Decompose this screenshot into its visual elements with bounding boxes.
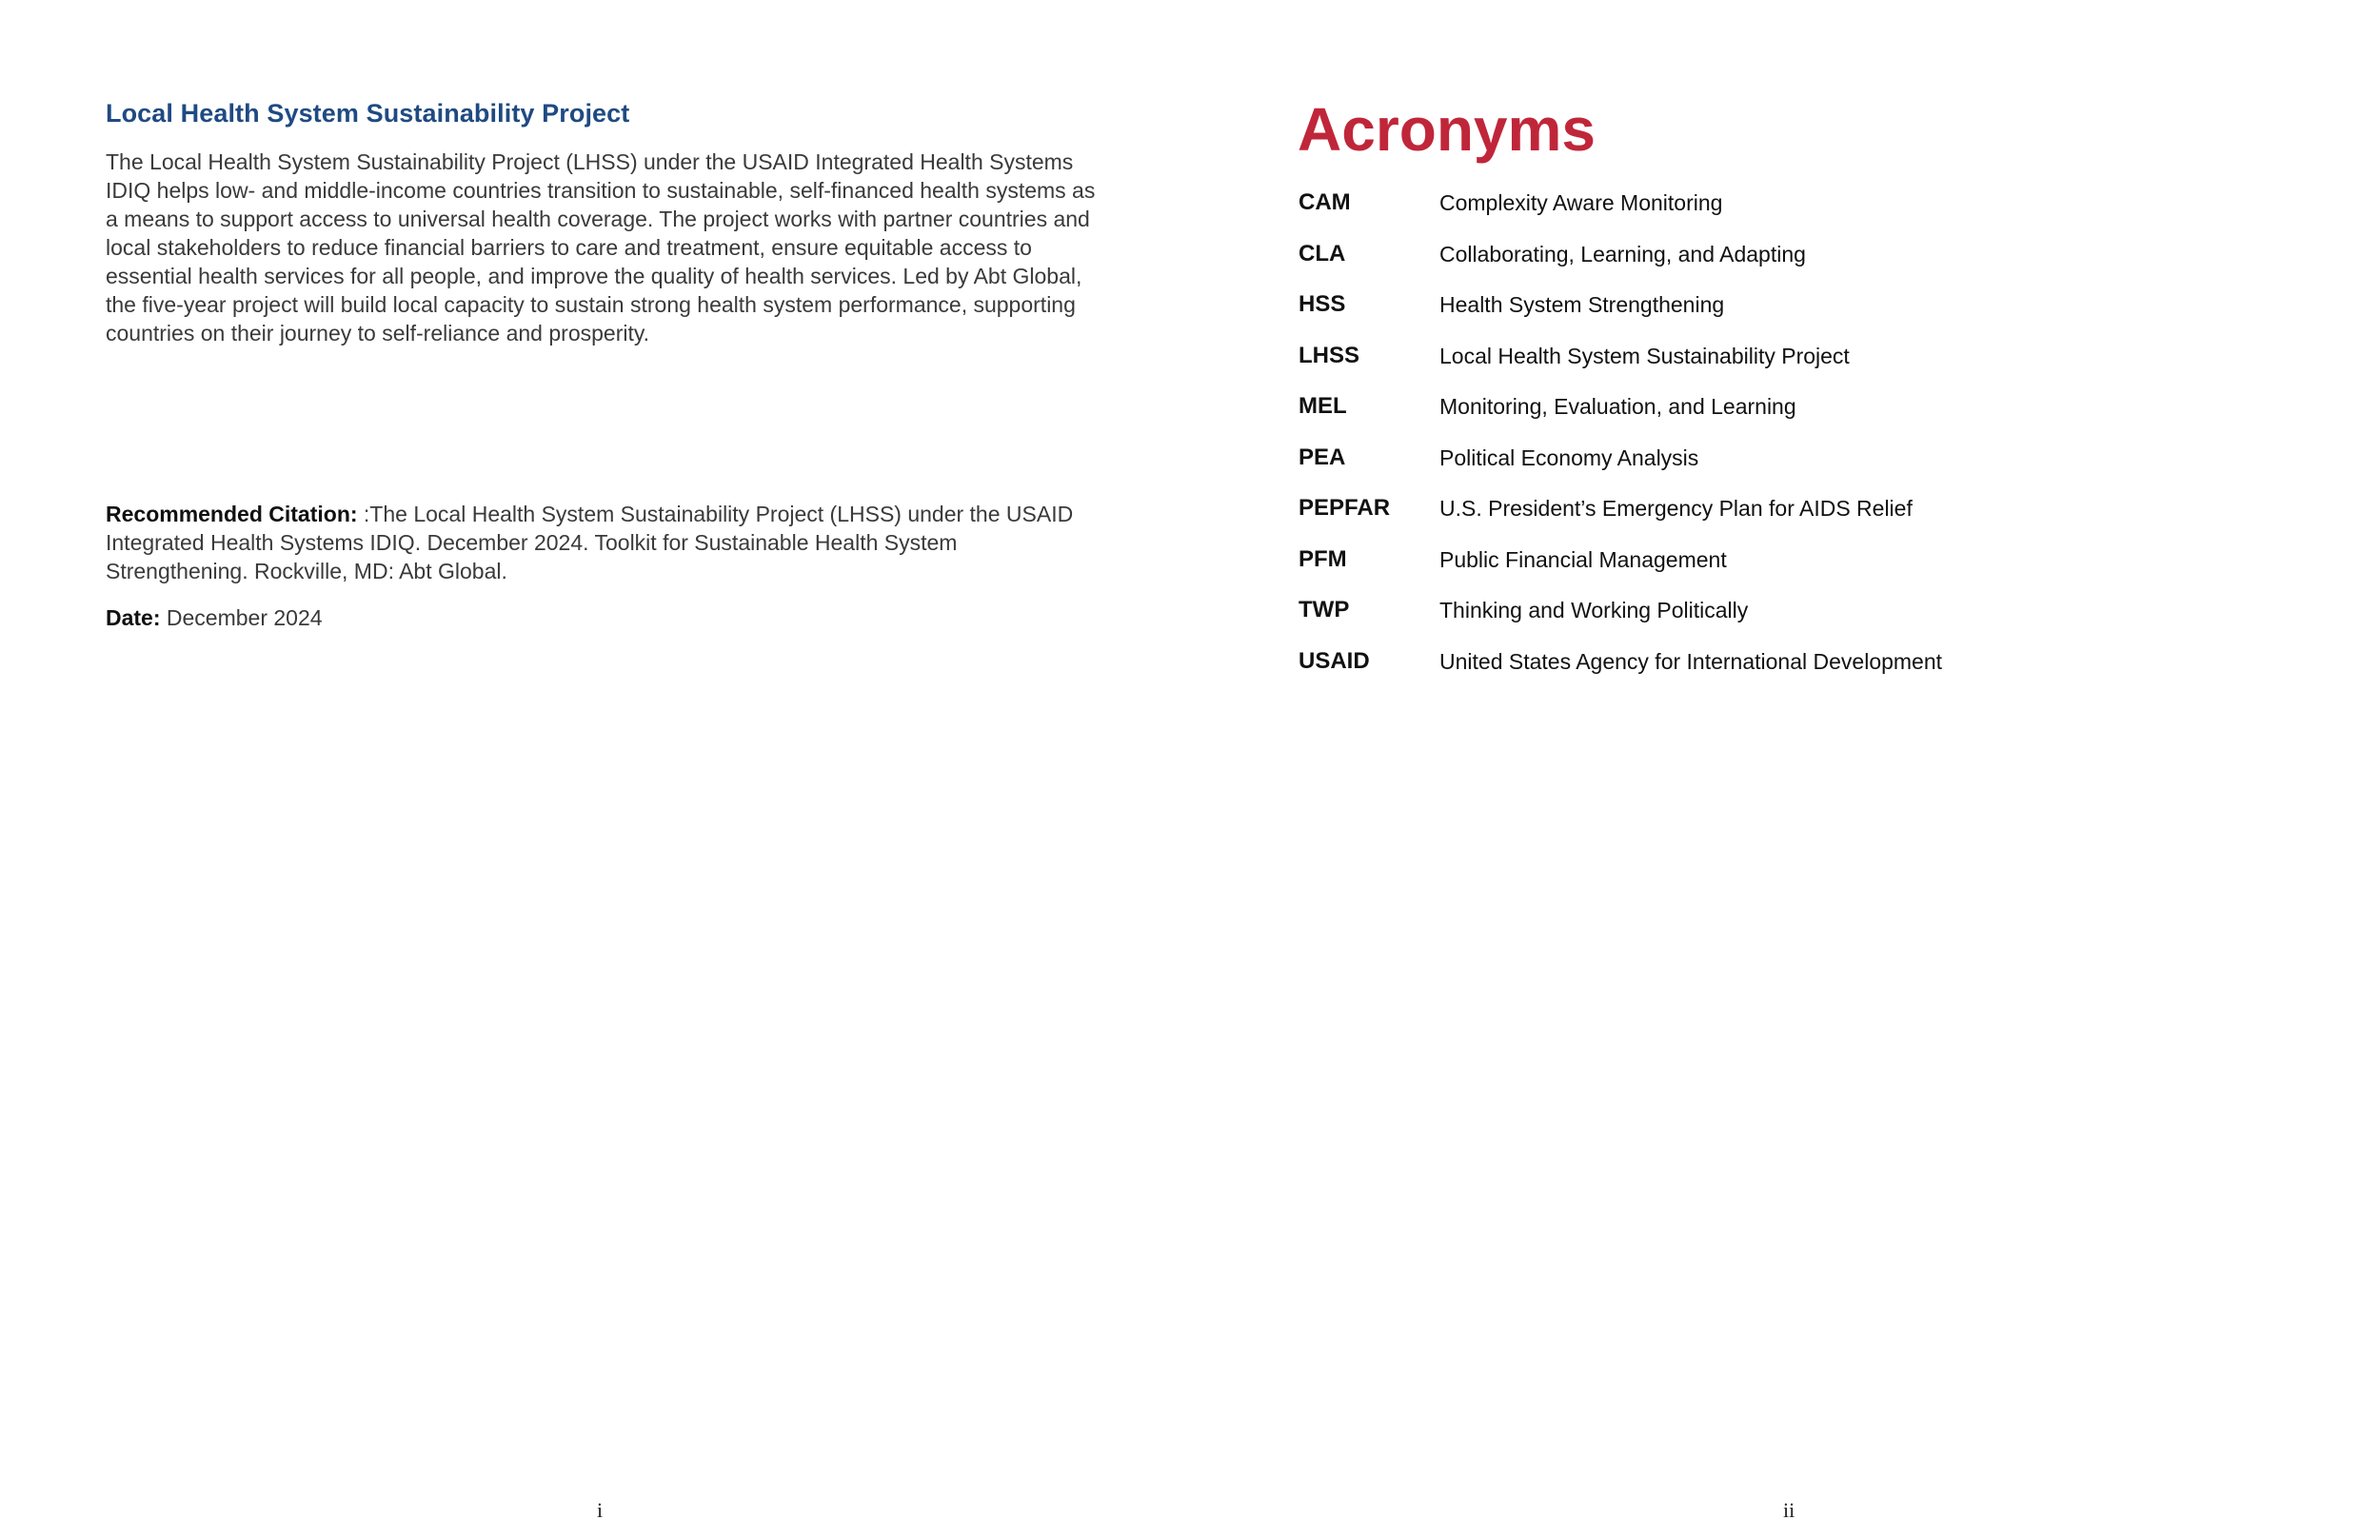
acronym-definition: Public Financial Management (1439, 546, 1727, 572)
acronym-abbreviation: PEPFAR (1299, 495, 1391, 521)
acronym-abbreviation: PFM (1299, 545, 1347, 572)
acronym-row (1299, 390, 1942, 442)
acronym-definition: Complexity Aware Monitoring (1439, 190, 1723, 215)
date-value: December 2024 (160, 605, 323, 630)
acronym-abbreviation: PEA (1299, 444, 1346, 470)
acronym-definition: Thinking and Working Politically (1439, 598, 1749, 622)
acronym-row (1299, 238, 1942, 289)
citation-label: Recommended Citation: (106, 502, 358, 526)
acronym-row (1299, 288, 1942, 340)
acronym-definition: Health System Strengthening (1439, 292, 1725, 317)
acronym-definition: United States Agency for International Development (1439, 648, 1943, 674)
acronym-row (1299, 187, 1942, 238)
acronym-abbreviation: CAM (1299, 189, 1351, 215)
acronym-abbreviation: LHSS (1299, 342, 1360, 368)
acronym-definition: Monitoring, Evaluation, and Learning (1439, 394, 1796, 419)
acronym-row (1299, 492, 1942, 543)
acronyms-heading: Acronyms (1298, 95, 1596, 164)
acronym-definition: Collaborating, Learning, and Adapting (1439, 241, 1806, 267)
acronym-abbreviation: USAID (1299, 647, 1370, 674)
right-page (1190, 0, 2380, 1540)
date-label: Date: (106, 605, 161, 630)
acronym-list (1299, 187, 1942, 696)
acronym-row (1299, 645, 1942, 697)
acronym-row (1299, 594, 1942, 645)
acronym-abbreviation: HSS (1299, 291, 1346, 317)
acronym-abbreviation: CLA (1299, 240, 1346, 267)
acronym-definition: Local Health System Sustainability Project (1439, 343, 1850, 368)
recommended-citation (106, 500, 1101, 585)
acronym-row (1299, 442, 1942, 493)
acronym-abbreviation: TWP (1299, 597, 1350, 622)
citation-text: :The Local Health System Sustainability Project (LHSS) under the USAID Integrated Health Systems IDIQ. December 2024. Toolkit for Sustainable Health System Strengthening. Rockville, MD: Abt Global. (106, 502, 1074, 583)
acronym-row (1299, 543, 1942, 595)
project-title: Local Health System Sustainability Project (106, 99, 630, 128)
acronym-definition: Political Economy Analysis (1439, 444, 1699, 470)
acronym-definition: U.S. President’s Emergency Plan for AIDS Relief (1439, 496, 1913, 521)
page-number-right: ii (1783, 1498, 1795, 1522)
acronym-abbreviation: MEL (1299, 393, 1347, 419)
acronym-row (1299, 340, 1942, 391)
project-description: The Local Health System Sustainability Project (LHSS) under the USAID Integrated Health Systems IDIQ helps low- and middle-income countries transition to sustainable, self-financed health systems as a means to support access to universal health coverage. The project works with partner countries and local stakeholders to reduce financial barriers to care and treatment, ensure equitable access to essential health services for all people, and improve the quality of health services. Led by Abt Global, the five-year project will build local capacity to sustain strong health system performance, supporting countries on their journey to self-reliance and prosperity. (106, 149, 1096, 346)
page-number-left: i (597, 1498, 604, 1522)
publication-date (106, 603, 323, 632)
